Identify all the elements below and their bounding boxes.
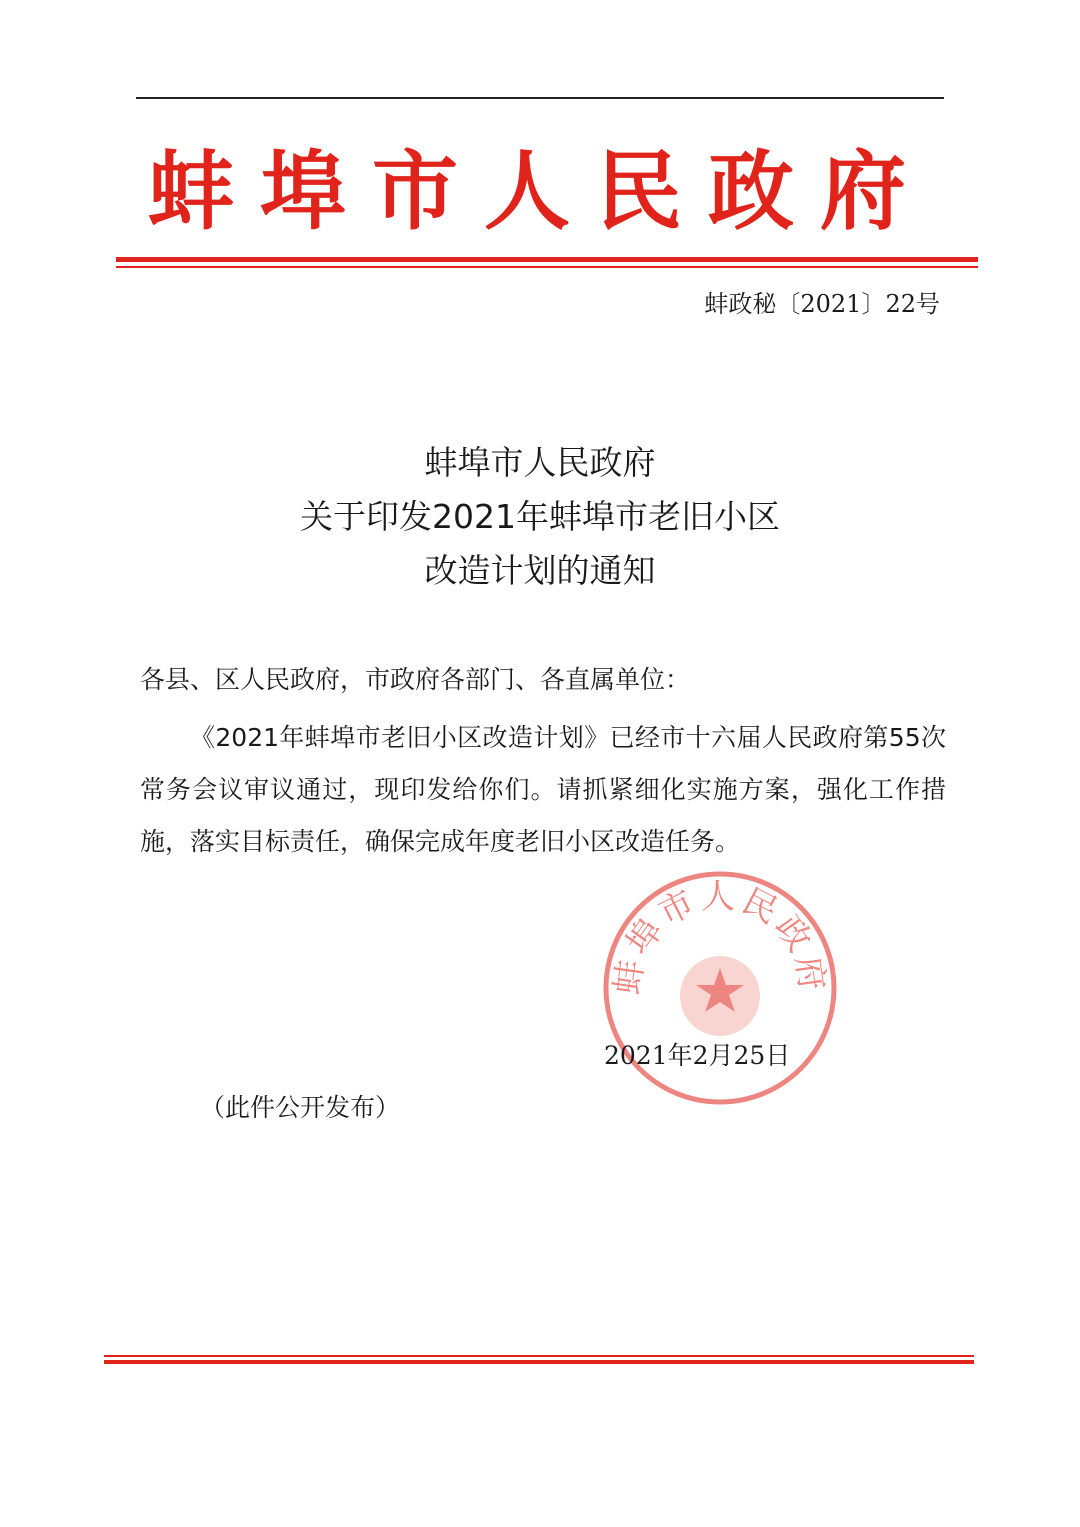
title-line-3: 改造计划的通知	[424, 551, 656, 590]
title-line-1: 蚌埠市人民政府	[424, 443, 656, 482]
seal-text: 蚌埠市人民政府	[607, 877, 833, 997]
publish-note: （此件公开发布）	[200, 1093, 401, 1122]
header-red-rule-thick	[116, 257, 978, 262]
document-title	[140, 436, 940, 598]
footer-red-rule-thin	[104, 1355, 974, 1357]
header-red-rule-thin	[116, 266, 978, 268]
addressee-line: 各县、区人民政府，市政府各部门、各直属单位：	[140, 665, 691, 694]
footer-red-rule-thick	[104, 1360, 974, 1364]
signature-date: 2021年2月25日	[604, 1041, 791, 1070]
body-paragraph: 《2021年蚌埠市老旧小区改造计划》已经市十六届人民政府第55次常务会议审议通过，现印发给你们。请抓紧细化实施方案，强化工作措施，落实目标责任，确保完成年度老旧小区改造任务。	[140, 723, 946, 856]
title-line-2: 关于印发2021年蚌埠市老旧小区	[300, 497, 780, 536]
top-rule	[136, 97, 944, 99]
document-number: 蚌政秘〔2021〕22号	[704, 290, 940, 318]
issuer-header: 蚌埠市人民政府	[148, 141, 932, 242]
